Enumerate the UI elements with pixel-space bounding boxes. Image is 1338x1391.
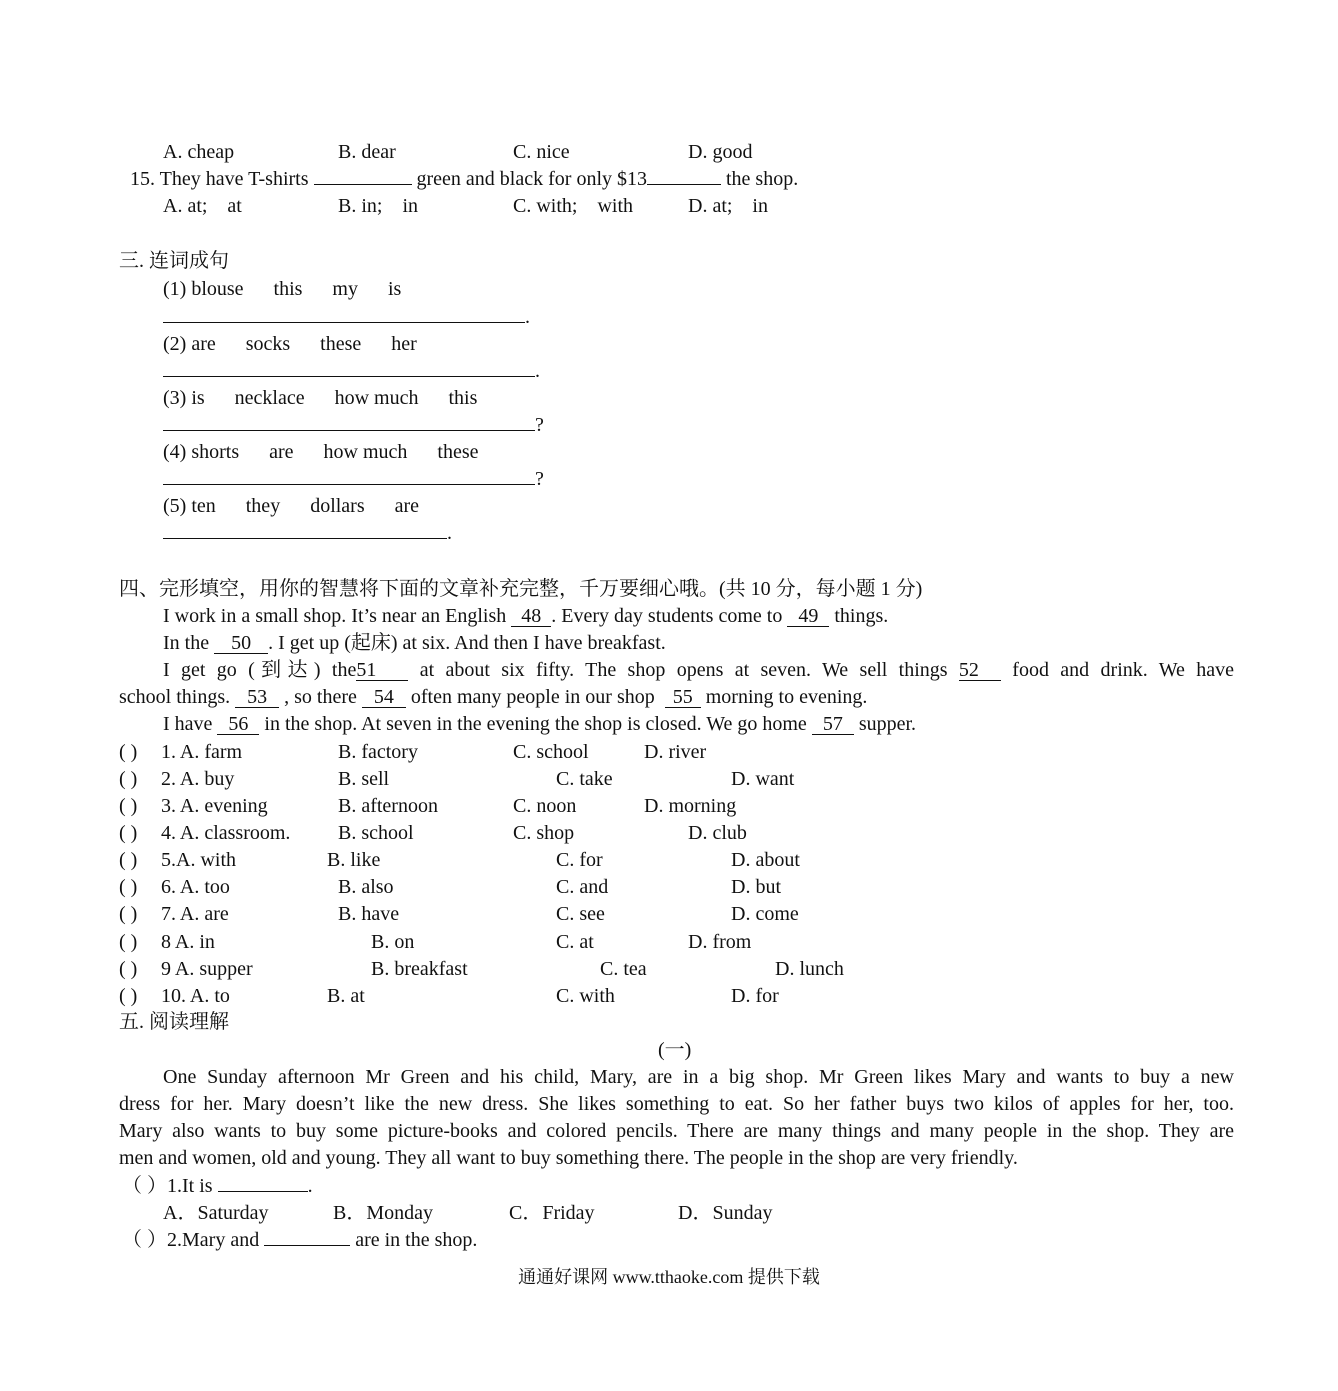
cloze-text: I get go (到达) the — [163, 659, 357, 681]
answer-blank — [163, 538, 447, 539]
cloze-q4-a: 4. A. classroom. — [161, 822, 291, 844]
reading-q2-end: are in the shop. — [355, 1229, 478, 1251]
reading-q2-text: 2.Mary and — [167, 1229, 260, 1251]
cloze-q4-d: D. club — [688, 822, 747, 844]
answer-blank — [163, 484, 535, 485]
cloze-q5-a: 5.A. with — [161, 849, 236, 871]
cloze-text: morning to evening. — [705, 686, 868, 708]
reading-q1-option-a: A．Saturday — [163, 1202, 269, 1224]
passage-number: (一) — [658, 1039, 692, 1061]
section-3-heading: 三. 连词成句 — [119, 250, 229, 272]
cloze-q4-b: B. school — [338, 822, 414, 844]
cloze-line-1 — [163, 604, 888, 628]
cloze-q2-b: B. sell — [338, 768, 390, 790]
cloze-text: supper. — [858, 713, 917, 735]
sentence-4-answer-line — [163, 467, 544, 491]
q15-number: 15. — [130, 168, 155, 190]
cloze-line-3 — [163, 658, 1234, 682]
cloze-text: things. — [834, 605, 889, 627]
cloze-q8-d: D. from — [688, 931, 752, 953]
cloze-q2-d: D. want — [731, 768, 795, 790]
passage-line-3: Mary also wants to buy some picture-books and colored pencils. There are many things and many people in the shop. They are — [119, 1120, 1234, 1142]
cloze-q6-a: 6. A. too — [161, 876, 230, 898]
blank-48: 48 — [511, 606, 551, 627]
q15-blank-2 — [647, 184, 721, 185]
sentence-1-answer-line — [163, 305, 530, 329]
cloze-q2-a: 2. A. buy — [161, 768, 235, 790]
page-footer: 通通好课网 www.tthaoke.com 提供下载 — [518, 1267, 820, 1287]
cloze-q9-a: 9 A. supper — [161, 958, 253, 980]
cloze-q7-a: 7. A. are — [161, 903, 229, 925]
sentence-4-words: (4) shorts are how much these — [163, 441, 479, 463]
answer-paren: ( ) — [119, 849, 138, 871]
q14-option-c: C. nice — [513, 141, 570, 163]
cloze-q4-c: C. shop — [513, 822, 575, 844]
cloze-q1-d: D. river — [644, 741, 707, 763]
q15-option-a: A. at; at — [163, 195, 242, 217]
q14-option-b: B. dear — [338, 141, 396, 163]
cloze-q3-b: B. afternoon — [338, 795, 438, 817]
sentence-end-mark: . — [535, 360, 540, 382]
sentence-end-mark: ? — [535, 414, 544, 436]
section-4-heading: 四、完形填空，用你的智慧将下面的文章补充完整，千万要细心哦。(共 10 分，每小题 1 分) — [119, 578, 923, 600]
cloze-text: often many people in our shop — [410, 686, 655, 708]
cloze-q2-c: C. take — [556, 768, 613, 790]
answer-blank — [163, 376, 535, 377]
answer-blank — [163, 430, 535, 431]
blank-56: 56 — [217, 714, 259, 735]
reading-q1 — [122, 1174, 313, 1198]
section-5-heading: 五. 阅读理解 — [119, 1011, 229, 1033]
answer-paren: ( ) — [119, 985, 138, 1007]
cloze-q8-a: 8 A. in — [161, 931, 215, 953]
cloze-text: at about six fifty. The shop opens at seven. We sell things — [419, 659, 948, 681]
q15-option-d: D. at; in — [688, 195, 768, 217]
cloze-q3-c: C. noon — [513, 795, 577, 817]
cloze-q10-d: D. for — [731, 985, 779, 1007]
answer-blank — [163, 322, 525, 323]
reading-q1-end: . — [307, 1175, 313, 1197]
cloze-text: . Every day students come to — [551, 605, 783, 627]
q15-option-b: B. in; in — [338, 195, 419, 217]
cloze-q10-c: C. with — [556, 985, 615, 1007]
cloze-q1-b: B. factory — [338, 741, 418, 763]
q15-text-1: They have T-shirts — [159, 168, 309, 190]
answer-paren: ( ) — [119, 741, 138, 763]
cloze-q3-a: 3. A. evening — [161, 795, 268, 817]
answer-paren: ( ) — [119, 795, 138, 817]
cloze-text: school things. — [119, 686, 231, 708]
q15-blank-1 — [314, 184, 412, 185]
cloze-text: . I get up (起床) at six. And then I have breakfast. — [268, 632, 666, 654]
cloze-q6-c: C. and — [556, 876, 609, 898]
cloze-q5-d: D. about — [731, 849, 800, 871]
cloze-line-2 — [163, 631, 666, 655]
answer-paren: ( ) — [119, 903, 138, 925]
cloze-q9-c: C. tea — [600, 958, 647, 980]
sentence-end-mark: . — [525, 306, 530, 328]
q15-stem — [130, 167, 798, 191]
reading-q1-option-c: C．Friday — [509, 1202, 595, 1224]
q15-text-3: the shop. — [726, 168, 799, 190]
cloze-q6-d: D. but — [731, 876, 781, 898]
blank-52: 52 — [959, 660, 1001, 681]
cloze-q9-d: D. lunch — [775, 958, 844, 980]
q15-text-2: green and black for only $13 — [416, 168, 647, 190]
cloze-text: In the — [163, 632, 210, 654]
cloze-q7-c: C. see — [556, 903, 605, 925]
reading-q2-blank — [264, 1245, 350, 1246]
sentence-5-answer-line — [163, 521, 452, 545]
cloze-q3-d: D. morning — [644, 795, 737, 817]
cloze-text: , so there — [284, 686, 357, 708]
cloze-q1-c: C. school — [513, 741, 589, 763]
sentence-2-answer-line — [163, 359, 540, 383]
cloze-q5-c: C. for — [556, 849, 603, 871]
answer-paren: ( ) — [119, 876, 138, 898]
answer-paren: （ ） — [122, 1175, 167, 1197]
cloze-q7-d: D. come — [731, 903, 799, 925]
sentence-end-mark: . — [447, 522, 452, 544]
cloze-q7-b: B. have — [338, 903, 400, 925]
blank-54: 54 — [362, 687, 406, 708]
cloze-text: I have — [163, 713, 213, 735]
sentence-2-words: (2) are socks these her — [163, 333, 417, 355]
q14-option-a: A. cheap — [163, 141, 235, 163]
answer-paren: ( ) — [119, 931, 138, 953]
sentence-3-answer-line — [163, 413, 544, 437]
cloze-text: in the shop. At seven in the evening the shop is closed. We go home — [264, 713, 807, 735]
q15-option-c: C. with; with — [513, 195, 634, 217]
cloze-q10-a: 10. A. to — [161, 985, 230, 1007]
cloze-q10-b: B. at — [327, 985, 365, 1007]
passage-line-2: dress for her. Mary doesn’t like the new dress. She likes something to eat. So her father buys two kilos of apples for her, too. — [119, 1093, 1234, 1115]
reading-q1-text: 1.It is — [167, 1175, 213, 1197]
sentence-3-words: (3) is necklace how much this — [163, 387, 478, 409]
answer-paren: （ ） — [122, 1229, 167, 1251]
cloze-q6-b: B. also — [338, 876, 394, 898]
sentence-5-words: (5) ten they dollars are — [163, 495, 420, 517]
cloze-q9-b: B. breakfast — [371, 958, 468, 980]
blank-50: 50 — [214, 633, 268, 654]
cloze-text: I work in a small shop. It’s near an English — [163, 605, 507, 627]
blank-51: 51 — [356, 660, 408, 681]
sentence-end-mark: ? — [535, 468, 544, 490]
answer-paren: ( ) — [119, 822, 138, 844]
cloze-q8-c: C. at — [556, 931, 594, 953]
cloze-text: food and drink. We have — [1012, 659, 1235, 681]
cloze-q8-b: B. on — [371, 931, 415, 953]
answer-paren: ( ) — [119, 958, 138, 980]
passage-line-4: men and women, old and young. They all want to buy something there. The people in the shop are very friendly. — [119, 1147, 1018, 1169]
answer-paren: ( ) — [119, 768, 138, 790]
reading-q1-blank — [218, 1191, 308, 1192]
passage-line-1: One Sunday afternoon Mr Green and his child, Mary, are in a big shop. Mr Green likes Mary and wants to buy a new — [163, 1066, 1234, 1088]
blank-57: 57 — [812, 714, 854, 735]
cloze-q1-a: 1. A. farm — [161, 741, 243, 763]
cloze-line-5 — [163, 712, 916, 736]
blank-53: 53 — [235, 687, 279, 708]
reading-q2 — [122, 1228, 477, 1252]
sentence-1-words: (1) blouse this my is — [163, 278, 402, 300]
blank-49: 49 — [787, 606, 829, 627]
reading-q1-option-b: B．Monday — [333, 1202, 433, 1224]
reading-q1-option-d: D．Sunday — [678, 1202, 773, 1224]
q14-option-d: D. good — [688, 141, 753, 163]
cloze-q5-b: B. like — [327, 849, 381, 871]
cloze-line-4 — [119, 685, 867, 709]
blank-55: 55 — [665, 687, 701, 708]
